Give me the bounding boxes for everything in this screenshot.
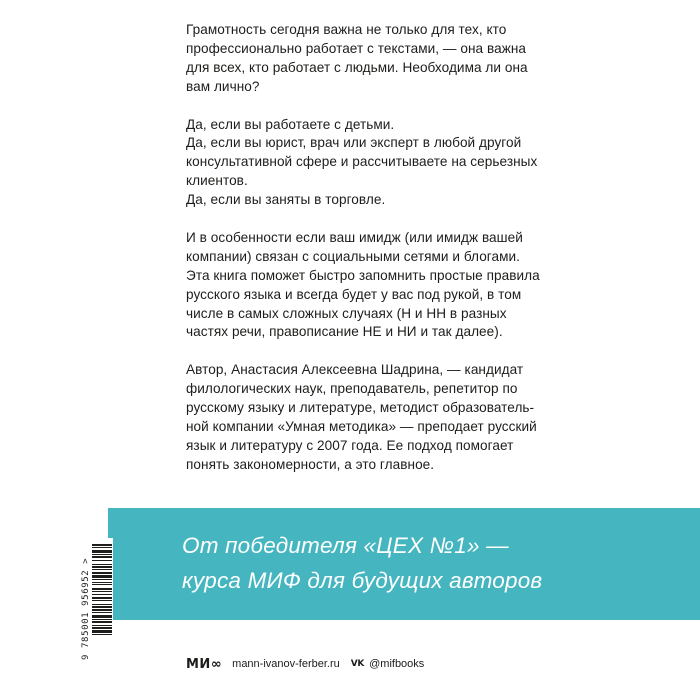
text-line: клиентов. xyxy=(186,173,248,189)
text-line: язык и литературу с 2007 года. Ее подход помогает xyxy=(186,437,514,453)
social-handle-link[interactable]: @mifbooks xyxy=(369,658,425,670)
text-line: профессионально работает с текстами, — она важна xyxy=(186,40,527,56)
text-line: Автор, Анастасия Алексеевна Шадрина, — кандидат xyxy=(186,362,524,378)
text-line: понять закономерности, а это главное. xyxy=(186,456,435,472)
barcode-digits: 9 785001 956952 > xyxy=(81,557,91,661)
text-line: Эта книга поможет быстро запомнить простые правила xyxy=(186,267,540,283)
back-cover-text xyxy=(186,21,546,494)
publisher-footer xyxy=(186,654,424,674)
publisher-website-link[interactable]: mann-ivanov-ferber.ru xyxy=(232,658,340,670)
text-line: вам лично? xyxy=(186,78,260,94)
text-line: филологических наук, преподаватель, репетитор по xyxy=(186,381,518,397)
paragraph xyxy=(186,116,546,211)
text-line: для всех, кто работает с людьми. Необходима ли она xyxy=(186,59,528,75)
text-line: частях речи, правописание НЕ и НИ и так далее). xyxy=(186,324,503,340)
vk-icon: VK xyxy=(350,659,365,669)
text-line: ной компании «Умная методика» — преподает русский xyxy=(186,418,537,434)
text-line: Да, если вы заняты в торговле. xyxy=(186,192,386,208)
text-line: компании) связан с социальными сетями и блогами. xyxy=(186,248,520,264)
text-line: числе в самых сложных случаях (Н и НН в разных xyxy=(186,305,507,321)
paragraph xyxy=(186,21,546,97)
text-line: консультативной сфере и рассчитываете на серьезных xyxy=(186,154,538,170)
promo-banner xyxy=(108,508,700,620)
isbn-barcode xyxy=(79,538,113,680)
banner-line-2: курса МИФ для будущих авторов xyxy=(182,568,543,593)
barcode-bars-icon xyxy=(92,544,112,676)
paragraph xyxy=(186,361,546,474)
text-line: И в особенности если ваш имидж (или имидж вашей xyxy=(186,229,523,245)
paragraph xyxy=(186,229,546,342)
text-line: русскому языку и литературе, методист образователь- xyxy=(186,400,535,416)
banner-line-1: От победителя «ЦЕХ №1» — xyxy=(182,533,509,558)
text-line: русского языка и всегда будет у вас под рукой, в том xyxy=(186,286,522,302)
text-line: Да, если вы юрист, врач или эксперт в любой другой xyxy=(186,135,522,151)
text-line: Да, если вы работаете с детьми. xyxy=(186,116,395,132)
publisher-logo: МИ∞ xyxy=(186,656,223,672)
text-line: Грамотность сегодня важна не только для тех, кто xyxy=(186,22,507,37)
